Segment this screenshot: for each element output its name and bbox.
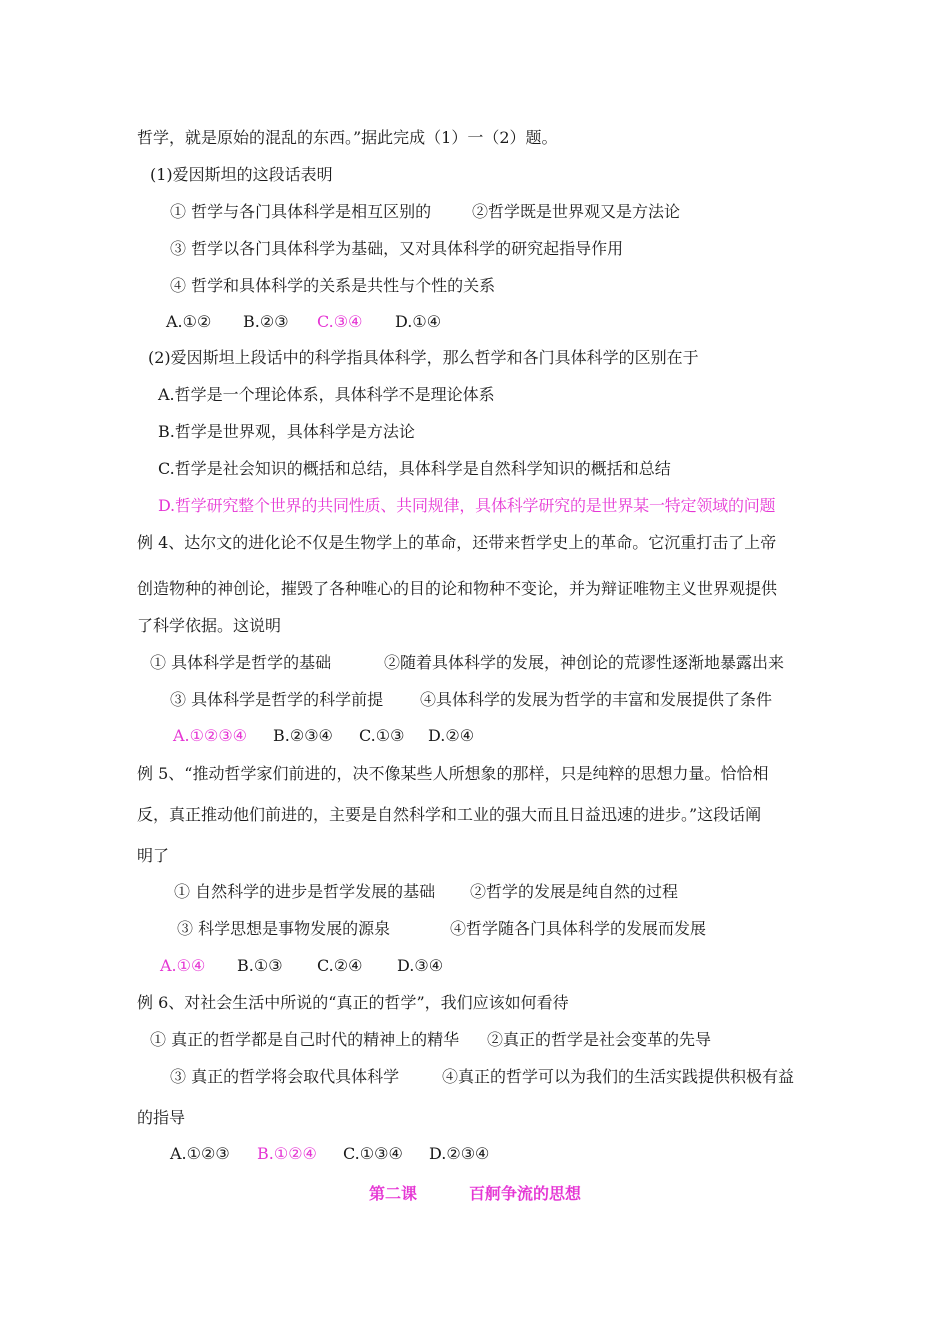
- q1-option-d: D.①④: [395, 312, 442, 331]
- ex6-option-c: C.①③④: [343, 1144, 403, 1163]
- ex5-statement-4: ④哲学随各门具体科学的发展而发展: [450, 919, 707, 938]
- ex5-line-2: 反，真正推动他们前进的，主要是自然科学和工业的强大而且日益迅速的进步。”这段话阐: [137, 805, 762, 824]
- ex5-option-d: D.③④: [397, 956, 444, 975]
- ex6-statement-3: ③ 真正的哲学将会取代具体科学: [170, 1067, 400, 1086]
- q1-stem: (1)爱因斯坦的这段话表明: [150, 165, 333, 184]
- ex6-statement-4: ④真正的哲学可以为我们的生活实践提供积极有益: [442, 1067, 795, 1086]
- q1-statement-3: ③ 哲学以各门具体科学为基础，又对具体科学的研究起指导作用: [170, 239, 624, 258]
- ex5-option-b: B.①③: [237, 956, 283, 975]
- ex6-statement-1: ① 真正的哲学都是自己时代的精神上的精华: [150, 1030, 460, 1049]
- lesson-title: 百舸争流的思想: [469, 1184, 582, 1203]
- ex4-option-d: D.②④: [428, 726, 475, 745]
- q1-option-c-answer: C.③④: [317, 312, 363, 331]
- ex5-option-a-answer: A.①④: [160, 956, 206, 975]
- ex6-statement-2: ②真正的哲学是社会变革的先导: [487, 1030, 712, 1049]
- q2-option-d-answer: D.哲学研究整个世界的共同性质、共同规律，具体科学研究的是世界某一特定领域的问题: [158, 496, 776, 515]
- ex4-line-3: 了科学依据。这说明: [137, 616, 282, 635]
- ex4-option-a-answer: A.①②③④: [173, 726, 248, 745]
- ex6-option-a: A.①②③: [170, 1144, 230, 1163]
- intro-end-line: 哲学，就是原始的混乱的东西。”据此完成（1）一（2）题。: [137, 128, 558, 147]
- ex4-option-b: B.②③④: [273, 726, 333, 745]
- ex4-statement-3: ③ 具体科学是哲学的科学前提: [170, 690, 384, 709]
- q1-statement-4: ④ 哲学和具体科学的关系是共性与个性的关系: [170, 276, 496, 295]
- ex4-statement-4: ④具体科学的发展为哲学的丰富和发展提供了条件: [420, 690, 773, 709]
- ex4-line-1: 例 4、达尔文的进化论不仅是生物学上的革命，还带来哲学史上的革命。它沉重打击了上帝: [137, 533, 777, 552]
- ex4-statement-2: ②随着具体科学的发展，神创论的荒谬性逐渐地暴露出来: [384, 653, 785, 672]
- ex4-statement-1: ① 具体科学是哲学的基础: [150, 653, 332, 672]
- q1-option-b: B.②③: [243, 312, 289, 331]
- ex6-statement-4-continued: 的指导: [137, 1108, 186, 1127]
- ex5-line-3: 明了: [137, 846, 170, 865]
- q2-option-b: B.哲学是世界观，具体科学是方法论: [158, 422, 415, 441]
- q1-statement-2: ②哲学既是世界观又是方法论: [472, 202, 681, 221]
- lesson-heading: [0, 1181, 950, 1204]
- ex5-line-1: 例 5、“推动哲学家们前进的，决不像某些人所想象的那样，只是纯粹的思想力量。恰恰相: [137, 764, 769, 783]
- lesson-label: 第二课: [368, 1184, 417, 1203]
- ex5-statement-2: ②哲学的发展是纯自然的过程: [470, 882, 679, 901]
- q1-statement-1: ① 哲学与各门具体科学是相互区别的: [170, 202, 432, 221]
- ex5-statement-3: ③ 科学思想是事物发展的源泉: [177, 919, 391, 938]
- ex4-option-c: C.①③: [359, 726, 405, 745]
- q2-stem: (2)爱因斯坦上段话中的科学指具体科学，那么哲学和各门具体科学的区别在于: [148, 348, 699, 367]
- q1-option-a: A.①②: [166, 312, 212, 331]
- ex6-option-d: D.②③④: [429, 1144, 490, 1163]
- q2-option-c: C.哲学是社会知识的概括和总结，具体科学是自然科学知识的概括和总结: [158, 459, 671, 478]
- q2-option-a: A.哲学是一个理论体系，具体科学不是理论体系: [158, 385, 495, 404]
- ex4-line-2: 创造物种的神创论，摧毁了各种唯心的目的论和物种不变论，并为辩证唯物主义世界观提供: [137, 579, 778, 598]
- ex6-option-b-answer: B.①②④: [257, 1144, 317, 1163]
- ex5-statement-1: ① 自然科学的进步是哲学发展的基础: [174, 882, 436, 901]
- ex5-option-c: C.②④: [317, 956, 363, 975]
- ex6-line-1: 例 6、对社会生活中所说的“真正的哲学”，我们应该如何看待: [137, 993, 569, 1012]
